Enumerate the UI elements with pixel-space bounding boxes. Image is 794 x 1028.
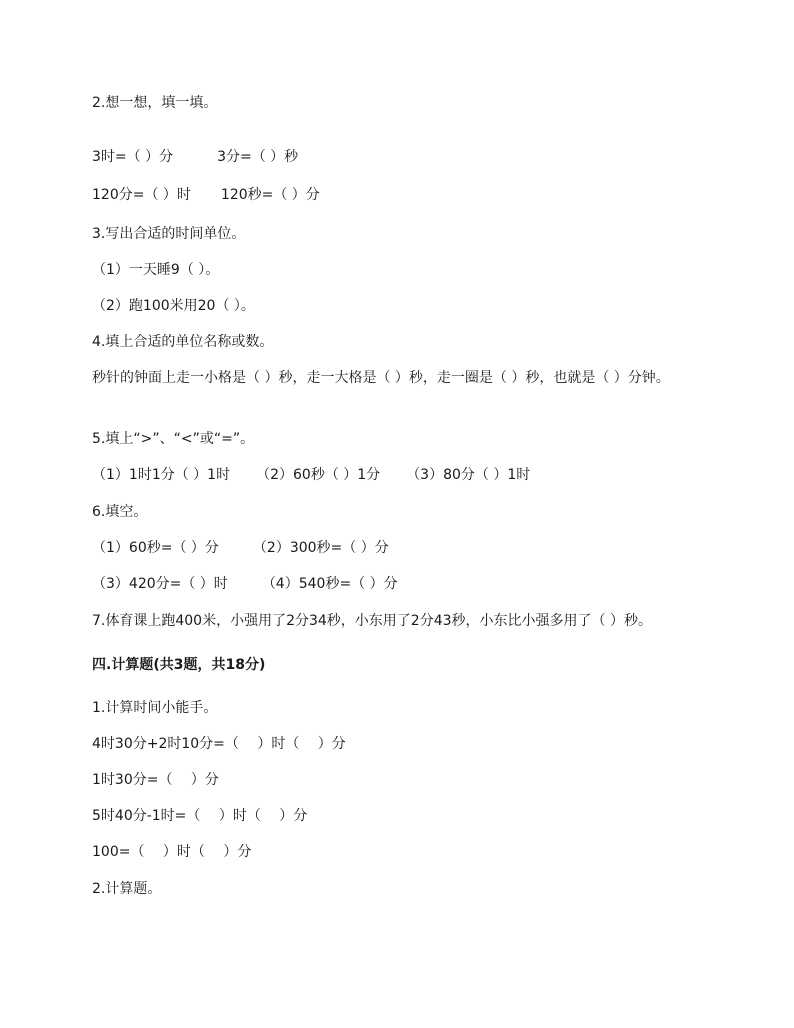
- q6-item-1: （1）60秒=（ ）分: [92, 540, 219, 556]
- q2-item-2: 3分=（ ）秒: [217, 149, 299, 165]
- q5-item-3: （3）80分（ ）1时: [406, 467, 531, 483]
- q6-item-3: （3）420分=（ ）时: [92, 576, 228, 592]
- calc-1-item-2: 1时30分=（ ）分: [92, 772, 219, 788]
- calc-2-title: 2.计算题。: [92, 881, 162, 897]
- q2-row-1: [92, 146, 298, 168]
- q7-text: 7.体育课上跑400米，小强用了2分34秒，小东用了2分43秒，小东比小强多用了（ ）秒。: [92, 613, 652, 629]
- q5-title: 5.填上“>”、“<”或“=”。: [92, 431, 255, 447]
- q6-title: 6.填空。: [92, 504, 148, 520]
- q3-title: 3.写出合适的时间单位。: [92, 226, 246, 242]
- q2-title: 2.想一想，填一填。: [92, 95, 218, 111]
- q2-row-2: [92, 184, 320, 206]
- q6-item-2: （2）300秒=（ ）分: [252, 540, 389, 556]
- calc-1-item-4: 100=（ ）时（ ）分: [92, 844, 252, 860]
- q5-item-1: （1）1时1分（ ）1时: [92, 467, 231, 483]
- q2-item-3: 120分=（ ）时: [92, 187, 191, 203]
- q2-item-4: 120秒=（ ）分: [220, 187, 320, 203]
- q5-item-2: （2）60秒（ ）1分: [256, 467, 381, 483]
- q2-item-1: 3时=（ ）分: [92, 149, 174, 165]
- q6-row-2: [92, 573, 398, 595]
- q4-title: 4.填上合适的单位名称或数。: [92, 334, 274, 350]
- calc-1-item-1: 4时30分+2时10分=（ ）时（ ）分: [92, 736, 346, 752]
- q3-item-2: （2）跑100米用20（ ）。: [92, 298, 255, 314]
- q5-row: [92, 464, 530, 486]
- q6-item-4: （4）540秒=（ ）分: [261, 576, 398, 592]
- q6-row-1: [92, 537, 389, 559]
- calc-1-title: 1.计算时间小能手。: [92, 700, 218, 716]
- q3-item-1: （1）一天睡9（ ）。: [92, 262, 220, 278]
- section-4-heading: 四.计算题(共3题，共18分): [92, 657, 266, 673]
- q4-text: 秒针的钟面上走一小格是（ ）秒，走一大格是（ ）秒，走一圈是（ ）秒，也就是（ ）分钟。: [92, 370, 670, 386]
- calc-1-item-3: 5时40分-1时=（ ）时（ ）分: [92, 808, 308, 824]
